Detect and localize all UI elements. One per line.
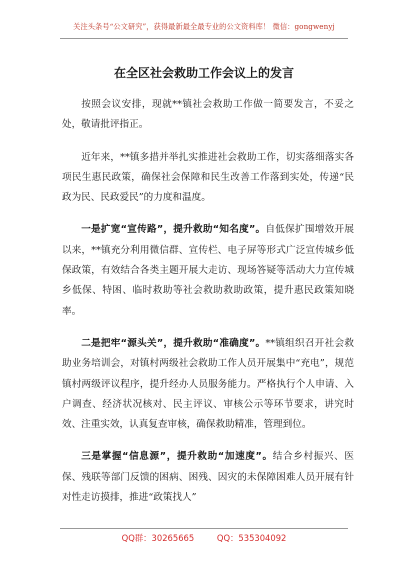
header-divider (60, 38, 348, 39)
footer-qq-number: QQ：535304092 (216, 533, 287, 543)
document-body (62, 95, 354, 508)
paragraph-text: 自低保扩围增效开展以来，**镇充分利用微信群、宣传栏、电子屏等形式广泛宣传城乡低保政策，有效结合各类主题开展大走访、现场答疑等活动大力宣传城乡低保、特困、临时救助等社会救助救助政策，提升惠民政策知晓率。 (62, 224, 354, 317)
footer-contact (0, 532, 408, 544)
paragraph-overview (62, 148, 354, 209)
paragraph-intro (62, 95, 354, 136)
paragraph-text: 按照会议安排，现就**镇社会救助工作做一简要发言，不妥之处，敬请批评指正。 (62, 99, 354, 131)
document-title: 在全区社会救助工作会议上的发言 (113, 66, 294, 80)
footer-qq-group: QQ群：30265665 (121, 533, 195, 543)
paragraph-point-two (62, 334, 354, 435)
paragraph-point-three (62, 447, 354, 508)
paragraph-lead: 二是把牢“源头关”，提升救助“准确度”。 (81, 337, 266, 349)
paragraph-point-one (62, 220, 354, 321)
paragraph-text: 近年来，**镇多措并举扎实推进社会救助工作，切实落细落实各项民生惠民政策，确保社会保障和民生改善工作落到实处，传递“民政为民、民政爱民”的力度和温度。 (62, 151, 354, 204)
header-promo-note: 关注头条号“公文研究”，获得最新最全最专业的公文资料库！ 微信：gongwenyj (73, 22, 335, 31)
paragraph-lead: 一是扩宽“宣传路”，提升救助“知名度”。 (81, 224, 266, 236)
footer-divider (60, 528, 348, 529)
paragraph-text: 结合乡村振兴、医保、残联等部门反馈的困病、困残、因灾的未保障困难人员开展有针对性走访摸排，推进“政策找人” (62, 451, 354, 504)
paragraph-lead: 三是掌握“信息源”，提升救助“加速度”。 (81, 451, 273, 463)
paragraph-text: **镇组织召开社会救助业务培训会，对镇村两级社会救助工作人员开展集中“充电”，规范镇村两级评议程序，提升经办人员服务能力。严格执行个人申请、入户调查、经济状况核对、民主评议、审核公示等环节要求，讲究时效、注重实效，认真复查审核，确保救助精准，管理到位。 (62, 337, 354, 431)
